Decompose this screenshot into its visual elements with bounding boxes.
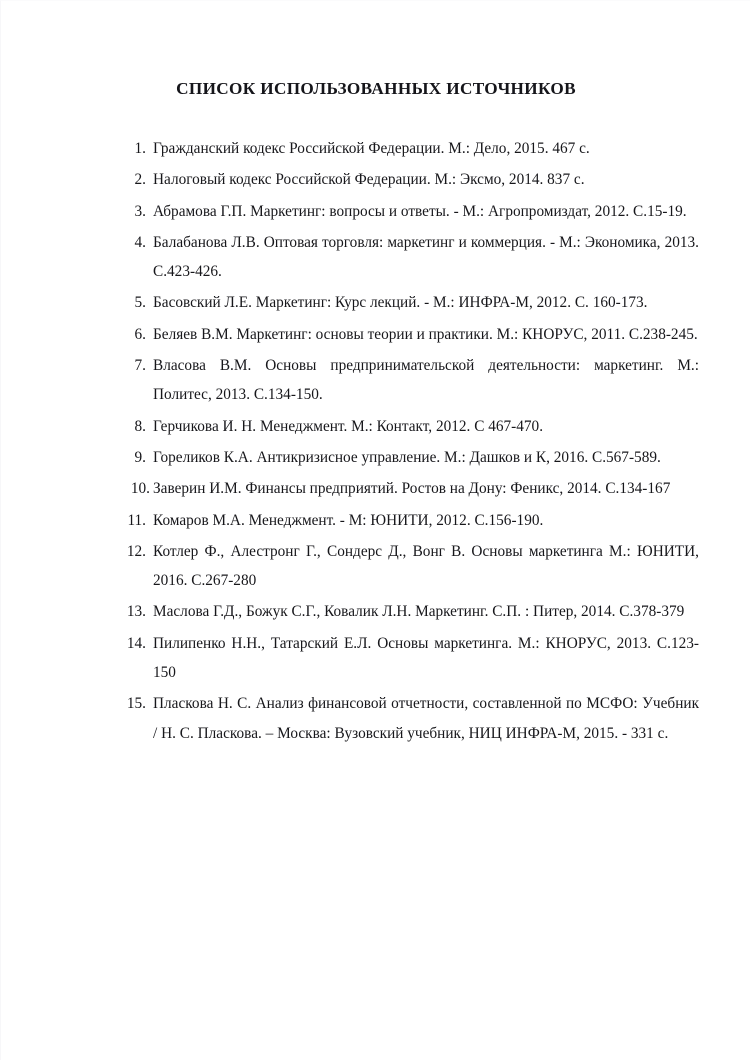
reference-text: Пласкова Н. С. Анализ финансовой отчетности, составленной по МСФО: Учебник / Н. С. Пласкова. – Москва: Вузовский учебник, НИЦ ИНФРА-М, 2015. - 331 с. (153, 695, 699, 742)
reference-text: Гореликов К.А. Антикризисное управление. М.: Дашков и К, 2016. С.567-589. (153, 448, 661, 466)
reference-entry (1, 474, 750, 503)
reference-number: 5. (134, 294, 146, 312)
reference-text: Абрамова Г.П. Маркетинг: вопросы и ответы. - М.: Агропромиздат, 2012. С.15-19. (153, 202, 687, 220)
reference-number: 8. (134, 417, 146, 435)
page-content (1, 1, 750, 742)
reference-number: 10. (130, 480, 150, 498)
reference-number: 9. (134, 448, 146, 466)
reference-list (1, 134, 750, 750)
reference-number: 14. (126, 634, 146, 652)
reference-number: 15. (126, 695, 146, 713)
reference-entry (1, 228, 750, 287)
reference-number: 11. (127, 511, 146, 529)
reference-entry (1, 165, 750, 194)
reference-number: 4. (134, 233, 146, 251)
reference-entry (1, 412, 750, 441)
reference-text: Герчикова И. Н. Менеджмент. М.: Контакт, 2012. С 467-470. (153, 417, 544, 435)
reference-entry (1, 597, 750, 626)
reference-entry (1, 288, 750, 317)
reference-entry (1, 443, 750, 472)
reference-entry (1, 537, 750, 596)
reference-text: Заверин И.М. Финансы предприятий. Ростов на Дону: Феникс, 2014. С.134-167 (153, 480, 671, 498)
reference-number: 7. (134, 357, 146, 375)
reference-entry (1, 351, 750, 410)
reference-text: Маслова Г.Д., Божук С.Г., Ковалик Л.Н. Маркетинг. С.П. : Питер, 2014. С.378-379 (153, 603, 685, 621)
reference-entry (1, 629, 750, 688)
reference-text: Басовский Л.Е. Маркетинг: Курс лекций. - М.: ИНФРА-М, 2012. С. 160-173. (153, 294, 648, 312)
reference-number: 1. (134, 140, 146, 157)
reference-entry (1, 134, 750, 163)
reference-text: Гражданский кодекс Российской Федерации. М.: Дело, 2015. 467 с. (153, 140, 590, 157)
reference-text: Комаров М.А. Менеджмент. - М: ЮНИТИ, 2012. С.156-190. (153, 511, 544, 529)
reference-number: 3. (134, 202, 146, 220)
reference-text: Беляев В.М. Маркетинг: основы теории и практики. М.: КНОРУС, 2011. С.238-245. (153, 325, 698, 343)
reference-text: Котлер Ф., Алестронг Г., Сондерс Д., Вонг В. Основы маркетинга М.: ЮНИТИ, 2016. С.267-280 (153, 542, 699, 590)
reference-entry (1, 320, 750, 349)
reference-text: Налоговый кодекс Российской Федерации. М.: Эксмо, 2014. 837 с. (153, 171, 585, 189)
reference-text: Власова В.М. Основы предпринимательской деятельности: маркетинг. М.: Политес, 2013. С.134-150. (153, 357, 699, 404)
reference-number: 13. (126, 603, 146, 621)
page-title: СПИСОК ИСПОЛЬЗОВАННЫХ ИСТОЧНИКОВ (176, 79, 576, 98)
reference-number: 12. (126, 542, 146, 560)
reference-entry (1, 689, 750, 748)
reference-text: Балабанова Л.В. Оптовая торговля: маркетинг и коммерция. - М.: Экономика, 2013. С.423-426. (153, 233, 699, 281)
reference-entry (1, 506, 750, 535)
reference-entry (1, 197, 750, 226)
reference-number: 6. (134, 325, 146, 343)
reference-text: Пилипенко Н.Н., Татарский Е.Л. Основы маркетинга. М.: КНОРУС, 2013. С.123-150 (153, 634, 699, 682)
reference-number: 2. (134, 171, 146, 189)
